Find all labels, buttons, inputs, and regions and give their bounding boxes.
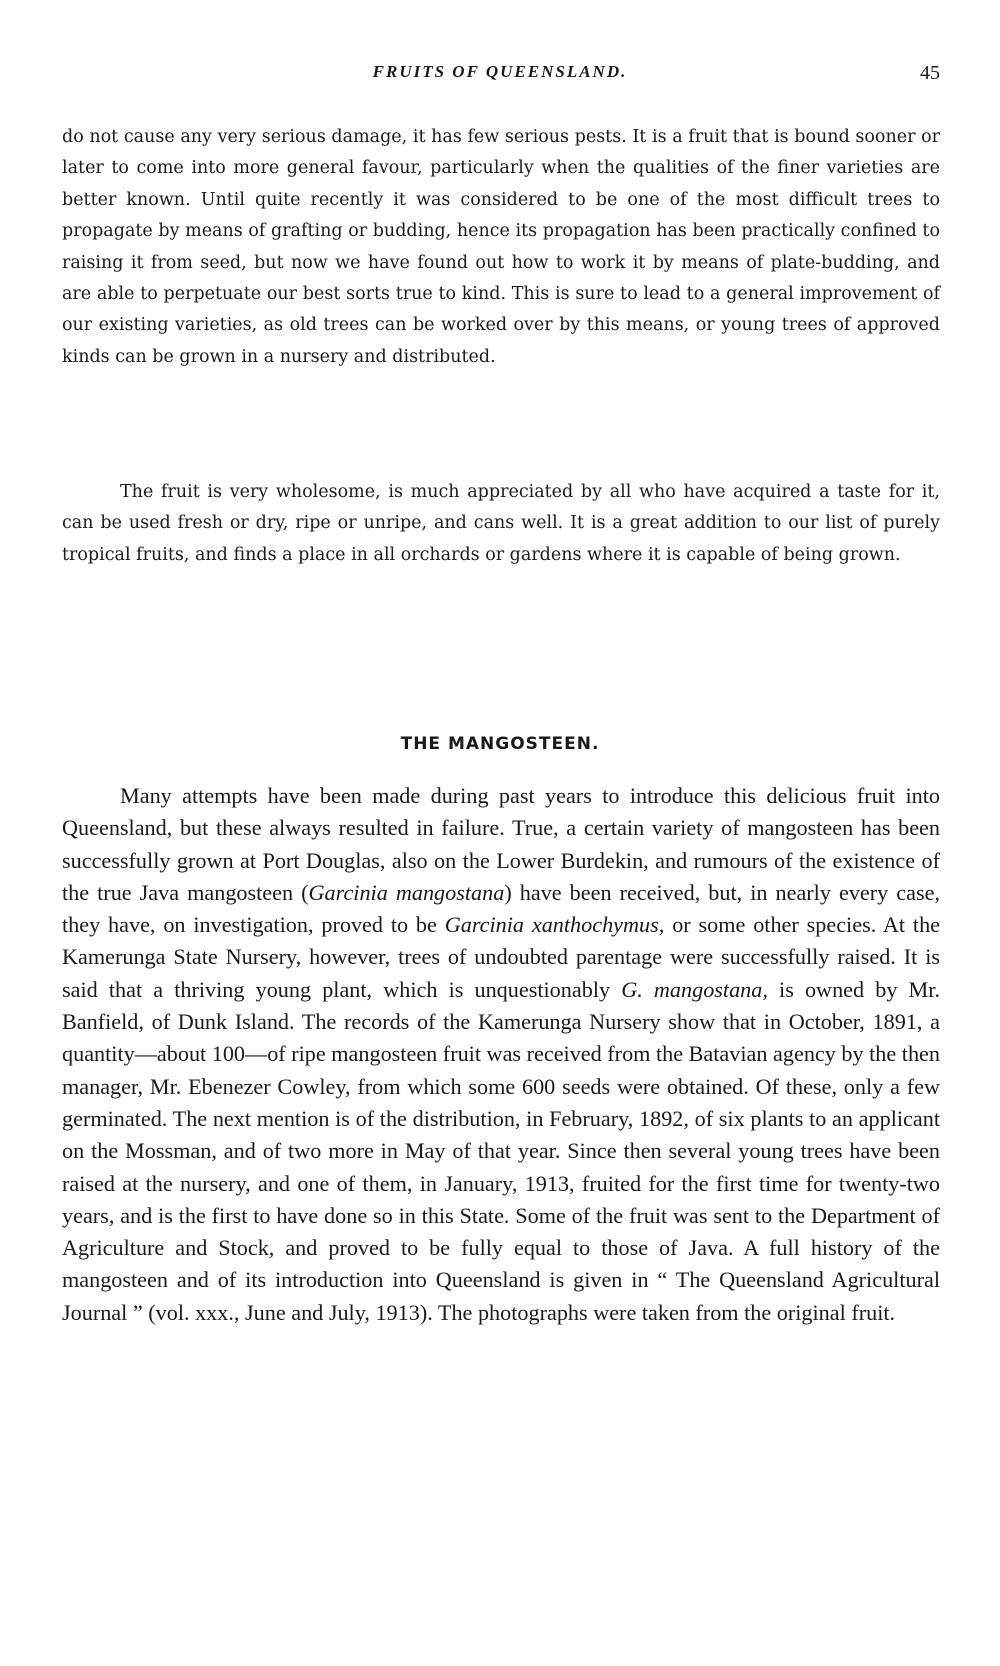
mangosteen-paragraph (62, 780, 940, 1329)
page-number: 45 (920, 62, 940, 84)
scientific-name: G. mangostana, (621, 976, 768, 1002)
section-heading: THE MANGOSTEEN. (400, 734, 600, 754)
wholesome-paragraph: The fruit is very wholesome, is much appreciated by all who have acquired a taste for it, can be used fresh or dry, ripe or unripe, and cans well. It is a great addition to our list of purely tropical fruits, and finds a place in all orchards or gardens where it is capable of being grown. (62, 482, 940, 565)
running-head (60, 62, 940, 92)
body-text-segment: Many attempts have been made during past years to introduce this delicious fruit into Queensland, but these always resulted in failure. True, a certain variety of mangosteen has been successfully grown at Port Douglas, also on the Lower Burdekin, and rumours of the existence of the true Java mangosteen ( (62, 783, 940, 905)
body-text-segment: ) have been received, but, in nearly every case, they have, on investigation, proved to be (62, 879, 940, 938)
running-title: FRUITS OF QUEENSLAND. (372, 62, 628, 81)
continued-paragraph: do not cause any very serious damage, it has few serious pests. It is a fruit that is bound sooner or later to come into more general favour, particularly when the qualities of the finer varieties are better known. Until quite recently it was considered to be one of the most difficult trees to propagate by means of grafting or budding, hence its propagation has been practically confined to raising it from seed, but now we have found out how to work it by means of plate-budding, and are able to perpetuate our best sorts true to kind. This is sure to lead to a general improvement of our existing varieties, as old trees can be worked over by this means, or young trees of approved kinds can be grown in a nursery and distributed. (62, 127, 940, 367)
scientific-name: Garcinia mangostana (308, 879, 505, 905)
body-text-segment: or some other species. At the Kamerunga State Nursery, however, trees of undoubted parentage were successfully raised. It is said that a thriving young plant, which is unquestionably (62, 912, 941, 1002)
body-text-segment: is owned by Mr. Banfield, of Dunk Island. The records of the Kamerunga Nursery show that in October, 1891, a quantity—about 100—of ripe mangosteen fruit was received from the Batavian agency by the then manager, Mr. Ebenezer Cowley, from which some 600 seeds were obtained. Of these, only a few germinated. The next mention is of the distribution, in February, 1892, of six plants to an applicant on the Mossman, and of two more in May of that year. Since then several young trees have been raised at the nursery, and one of them, in January, 1913, fruited for the first time for twenty-two years, and is the first to have done so in this State. Some of the fruit was sent to the Department of Agriculture and Stock, and proved to be fully equal to those of Java. A full history of the mangosteen and of its introduction into Queensland is given in “ The Queensland Agricultural Journal ” (vol. xxx., June and July, 1913). The photographs were taken from the original fruit. (62, 976, 940, 1325)
scientific-name: Garcinia xanthochymus, (444, 912, 665, 938)
